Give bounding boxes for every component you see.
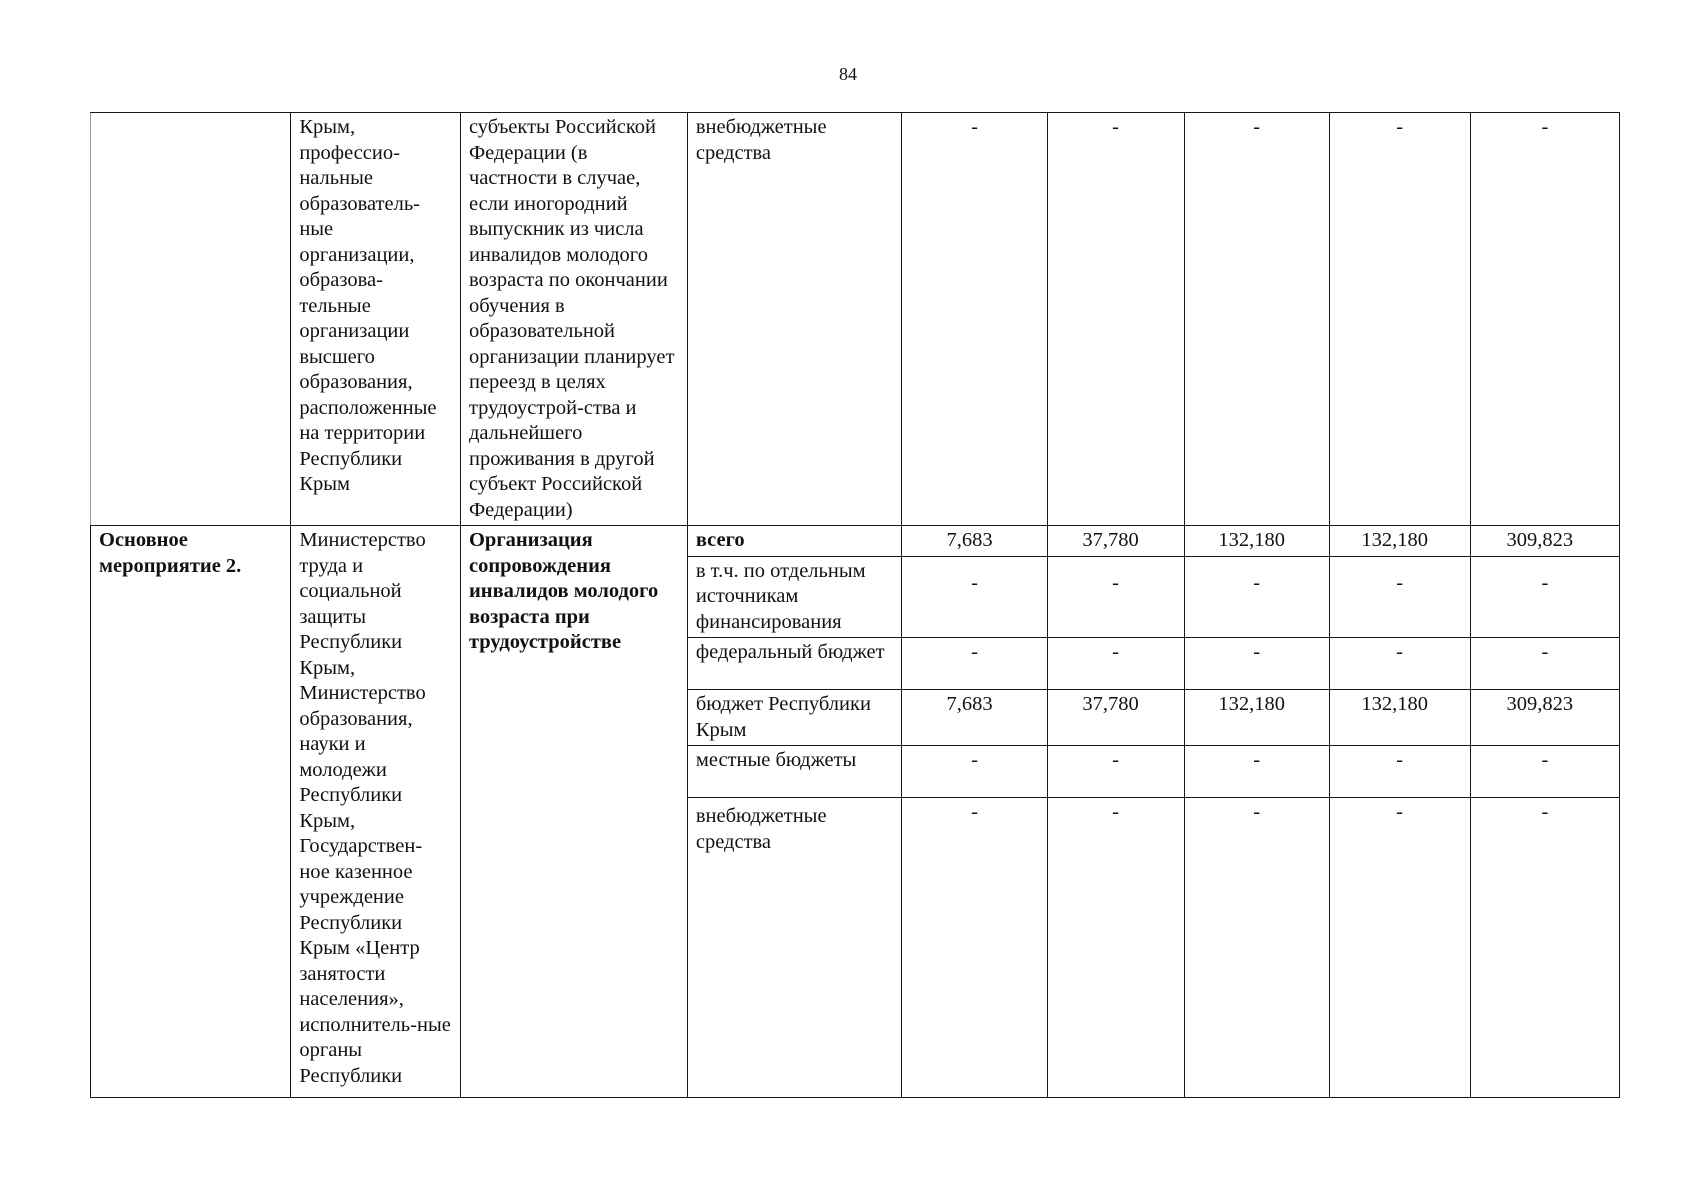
value-cell: 37,780 — [1047, 690, 1184, 746]
source-cell: всего — [687, 526, 902, 557]
value-cell: - — [1470, 746, 1619, 798]
value-cell: - — [902, 746, 1047, 798]
value-cell: 37,780 — [1047, 526, 1184, 557]
value-cell: - — [1184, 746, 1329, 798]
source-cell: внебюджетные средства — [687, 113, 902, 526]
value-cell: 7,683 — [902, 690, 1047, 746]
source-cell: местные бюджеты — [687, 746, 902, 798]
executor-cell: Министерство труда и социальной защиты Республики Крым, Министерство образования, науки и молодежи Республики Крым, Государствен-ное казенное учреждение Республики Крым «Центр занятости населения», исполнитель-ные органы Республики — [291, 526, 461, 1098]
source-cell: бюджет Республики Крым — [687, 690, 902, 746]
value-cell: 309,823 — [1470, 526, 1619, 557]
value-cell: - — [1047, 638, 1184, 690]
page-number: 84 — [839, 64, 857, 84]
value-cell: - — [1047, 556, 1184, 638]
value-cell: 7,683 — [902, 526, 1047, 557]
value-cell: - — [1184, 798, 1329, 1098]
table-row — [91, 113, 1620, 526]
activity-cell — [91, 113, 291, 526]
value-cell: - — [1470, 638, 1619, 690]
value-cell: - — [1470, 556, 1619, 638]
value-cell: - — [1329, 746, 1470, 798]
value-cell: - — [1470, 113, 1619, 526]
source-cell: федеральный бюджет — [687, 638, 902, 690]
source-cell: в т.ч. по отдельным источникам финансирования — [687, 556, 902, 638]
value-cell: - — [902, 556, 1047, 638]
table-row — [91, 526, 1620, 557]
activity-title-cell: Организация сопровождения инвалидов молодого возраста при трудоустройстве — [460, 526, 687, 1098]
value-cell: 132,180 — [1184, 526, 1329, 557]
value-cell: - — [1329, 798, 1470, 1098]
value-cell: - — [1470, 798, 1619, 1098]
value-cell: 132,180 — [1184, 690, 1329, 746]
value-cell: - — [1047, 798, 1184, 1098]
value-cell: - — [1329, 638, 1470, 690]
participant-cell: субъекты Российской Федерации (в частности в случае, если иногородний выпускник из числа инвалидов молодого возраста по окончании обучения в образовательной организации планирует переезд в целях трудоустрой-ства и дальнейшего проживания в другой субъект Российской Федерации) — [460, 113, 687, 526]
value-cell: - — [1047, 746, 1184, 798]
value-cell: - — [1184, 113, 1329, 526]
value-cell: - — [1184, 556, 1329, 638]
value-cell: - — [902, 798, 1047, 1098]
budget-table — [90, 112, 1620, 1098]
executor-cell: Крым, профессио-нальные образователь-ные организации, образова-тельные организации высшего образования, расположенные на территории Республики Крым — [291, 113, 461, 526]
source-cell: внебюджетные средства — [687, 798, 902, 1098]
value-cell: - — [1329, 556, 1470, 638]
value-cell: 309,823 — [1470, 690, 1619, 746]
value-cell: 132,180 — [1329, 690, 1470, 746]
value-cell: - — [1329, 113, 1470, 526]
value-cell: - — [902, 638, 1047, 690]
activity-label-cell: Основное мероприятие 2. — [91, 526, 291, 1098]
value-cell: - — [902, 113, 1047, 526]
value-cell: 132,180 — [1329, 526, 1470, 557]
value-cell: - — [1047, 113, 1184, 526]
value-cell: - — [1184, 638, 1329, 690]
